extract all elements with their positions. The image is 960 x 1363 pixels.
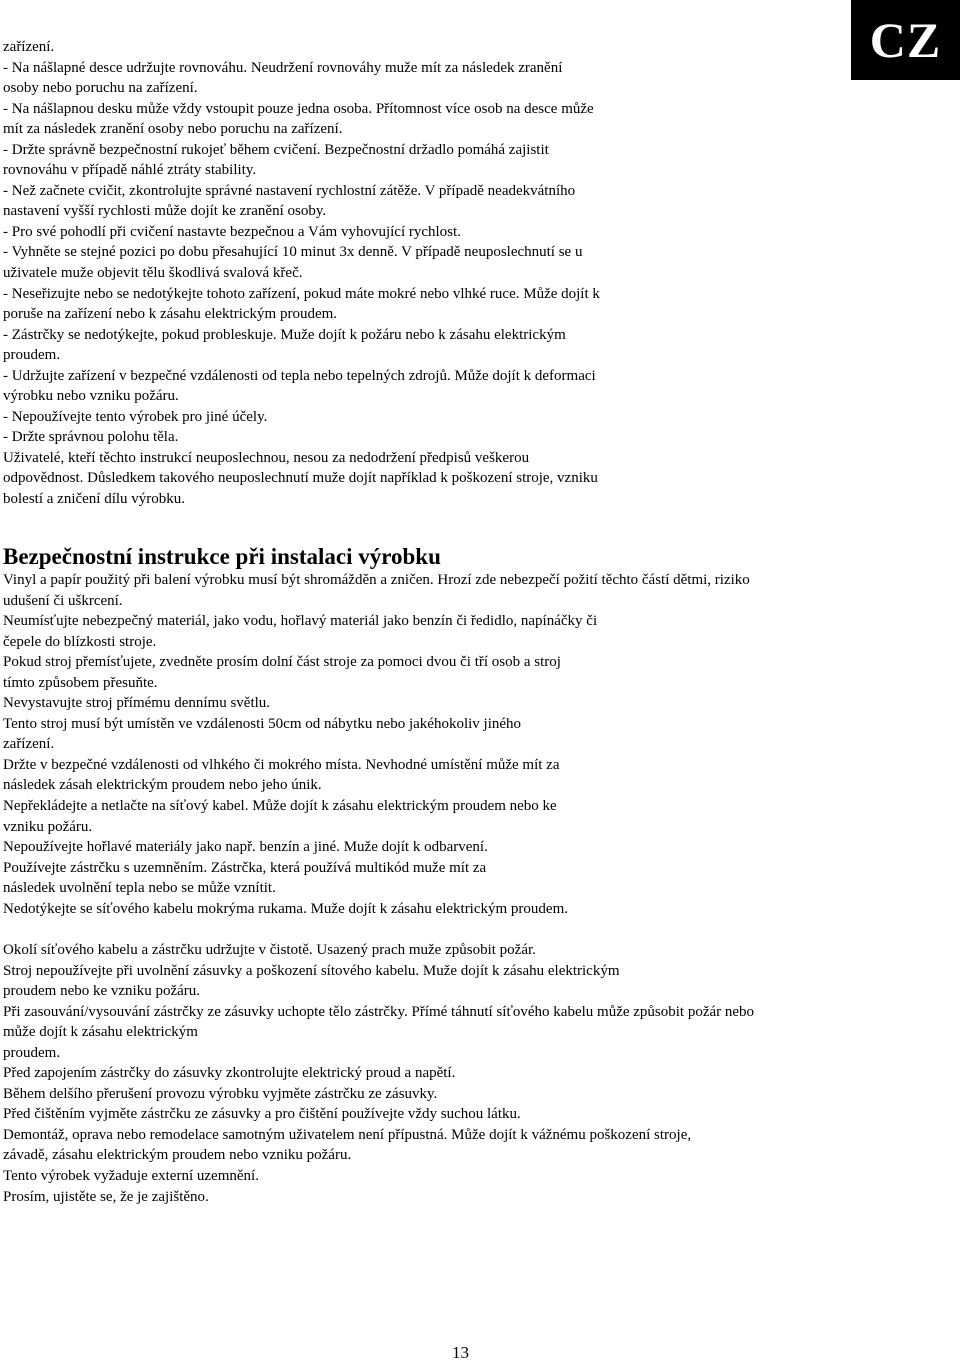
language-badge: CZ bbox=[851, 0, 960, 80]
text-line: výrobku nebo vzniku požáru. bbox=[3, 388, 179, 405]
text-line: - Než začnete cvičit, zkontrolujte správné nastavení rychlostní zátěže. V případě neadekvátního bbox=[3, 182, 576, 199]
safety-list-continued bbox=[3, 37, 823, 510]
text-line: proudem. bbox=[3, 347, 61, 364]
text-line: - Na nášlapné desce udržujte rovnováhu. Neudržení rovnováhy muže mít za následek zranění bbox=[3, 59, 563, 76]
text-line: - Na nášlapnou desku může vždy vstoupit pouze jedna osoba. Přítomnost více osob na desce může bbox=[3, 100, 594, 117]
text-line: Během delšího přerušení provozu výrobku vyjměte zástrčku ze zásuvky. bbox=[3, 1085, 438, 1102]
text-line: Nepřekládejte a netlačte na síťový kabel. Může dojít k zásahu elektrickým proudem nebo ke bbox=[3, 798, 557, 815]
text-line: odpovědnost. Důsledkem takového neuposlechnutí muže dojít například k poškození stroje, vzniku bbox=[3, 470, 598, 487]
text-line: - Zástrčky se nedotýkejte, pokud probleskuje. Muže dojít k požáru nebo k zásahu elektrickým bbox=[3, 326, 566, 343]
text-line: bolestí a zničení dílu výrobku. bbox=[3, 491, 186, 508]
text-line: závadě, zásahu elektrickým proudem nebo vzniku požáru. bbox=[3, 1147, 352, 1164]
text-line: Nepoužívejte hořlavé materiály jako např. benzín a jiné. Muže dojít k odbarvení. bbox=[3, 839, 488, 856]
text-line: rovnováhu v případě náhlé ztráty stability. bbox=[3, 162, 257, 179]
text-line: - Nepoužívejte tento výrobek pro jiné účely. bbox=[3, 408, 268, 425]
text-line: mít za následek zranění osoby nebo poruchu na zařízení. bbox=[3, 121, 343, 138]
text-line: vzniku požáru. bbox=[3, 818, 93, 835]
text-line: Stroj nepoužívejte při uvolnění zásuvky a poškození sítového kabelu. Muže dojít k zásahu elektrickým bbox=[3, 962, 620, 979]
text-line: Nevystavujte stroj přímému dennímu světlu. bbox=[3, 695, 271, 712]
text-line: osoby nebo poruchu na zařízení. bbox=[3, 80, 198, 97]
text-line: Držte v bezpečné vzdálenosti od vlhkého či mokrého místa. Nevhodné umístění může mít za bbox=[3, 756, 560, 773]
text-line: Tento stroj musí být umístěn ve vzdálenosti 50cm od nábytku nebo jakéhokoliv jiného bbox=[3, 715, 522, 732]
text-line: Při zasouvání/vysouvání zástrčky ze zásuvky uchopte tělo zástrčky. Přímé táhnutí síťového kabelu může způsobit požár nebo bbox=[3, 1003, 755, 1020]
text-line: Pokud stroj přemísťujete, zvedněte prosím dolní část stroje za pomoci dvou či tří osob a stroj bbox=[3, 654, 561, 671]
text-line: Uživatelé, kteří těchto instrukcí neuposlechnou, nesou za nedodržení předpisů veškerou bbox=[3, 449, 530, 466]
text-line: - Pro své pohodlí při cvičení nastavte bezpečnou a Vám vyhovující rychlost. bbox=[3, 223, 461, 240]
text-line: Neumísťujte nebezpečný materiál, jako vodu, hořlavý materiál jako benzín či ředidlo, napínáčky či bbox=[3, 613, 598, 630]
text-line: Před čištěním vyjměte zástrčku ze zásuvky a pro čištění používejte vždy suchou látku. bbox=[3, 1106, 521, 1123]
text-line: - Udržujte zařízení v bezpečné vzdálenosti od tepla nebo tepelných zdrojů. Může dojít k deformaci bbox=[3, 367, 596, 384]
section-heading: Bezpečnostní instrukce při instalaci výrobku bbox=[3, 544, 441, 569]
text-line: - Držte správnou polohu těla. bbox=[3, 429, 179, 446]
text-line: může dojít k zásahu elektrickým bbox=[3, 1024, 198, 1041]
installation-instructions bbox=[3, 570, 953, 919]
text-line: zařízení. bbox=[3, 736, 55, 753]
text-line: následek uvolnění tepla nebo se může vznítit. bbox=[3, 880, 276, 897]
text-line: Před zapojením zástrčky do zásuvky zkontrolujte elektrický proud a napětí. bbox=[3, 1065, 456, 1082]
electrical-instructions bbox=[3, 940, 953, 1207]
text-line: zařízení. bbox=[3, 39, 55, 55]
text-line: Tento výrobek vyžaduje externí uzemnění. bbox=[3, 1168, 259, 1185]
text-line: udušení či uškrcení. bbox=[3, 592, 123, 609]
text-line: poruše na zařízení nebo k zásahu elektrickým proudem. bbox=[3, 306, 338, 323]
text-line: Vinyl a papír použitý při balení výrobku musí být shromážděn a zničen. Hrozí zde nebezpečí požití těchto částí dětmi, riziko bbox=[3, 572, 750, 588]
text-line: - Držte správně bezpečnostní rukojeť během cvičení. Bezpečnostní držadlo pomáhá zajistit bbox=[3, 141, 549, 158]
text-line: čepele do blízkosti stroje. bbox=[3, 633, 157, 650]
text-line: Prosím, ujistěte se, že je zajištěno. bbox=[3, 1188, 209, 1205]
text-line: nastavení vyšší rychlosti může dojít ke zranění osoby. bbox=[3, 203, 327, 220]
text-line: proudem. bbox=[3, 1044, 61, 1061]
page-number: 13 bbox=[452, 1343, 469, 1362]
text-line: Nedotýkejte se síťového kabelu mokrýma rukama. Muže dojít k zásahu elektrickým proudem. bbox=[3, 900, 568, 917]
text-line: Okolí síťového kabelu a zástrčku udržujte v čistotě. Usazený prach muže způsobit požár. bbox=[3, 942, 536, 958]
text-line: tímto způsobem přesuňte. bbox=[3, 674, 158, 691]
text-line: - Vyhněte se stejné pozici po dobu přesahující 10 minut 3x denně. V případě neuposlechnutí se u bbox=[3, 244, 583, 261]
text-line: Demontáž, oprava nebo remodelace samotným uživatelem není přípustná. Může dojít k vážnému poškození stroje, bbox=[3, 1126, 692, 1143]
text-line: Používejte zástrčku s uzemněním. Zástrčka, která používá multikód muže mít za bbox=[3, 859, 487, 876]
text-line: následek zásah elektrickým proudem nebo jeho únik. bbox=[3, 777, 322, 794]
text-line: proudem nebo ke vzniku požáru. bbox=[3, 983, 201, 1000]
text-line: uživatele muže objevit tělu škodlivá svalová křeč. bbox=[3, 265, 303, 282]
text-line: - Neseřizujte nebo se nedotýkejte tohoto zařízení, pokud máte mokré nebo vlhké ruce. Může dojít k bbox=[3, 285, 600, 302]
